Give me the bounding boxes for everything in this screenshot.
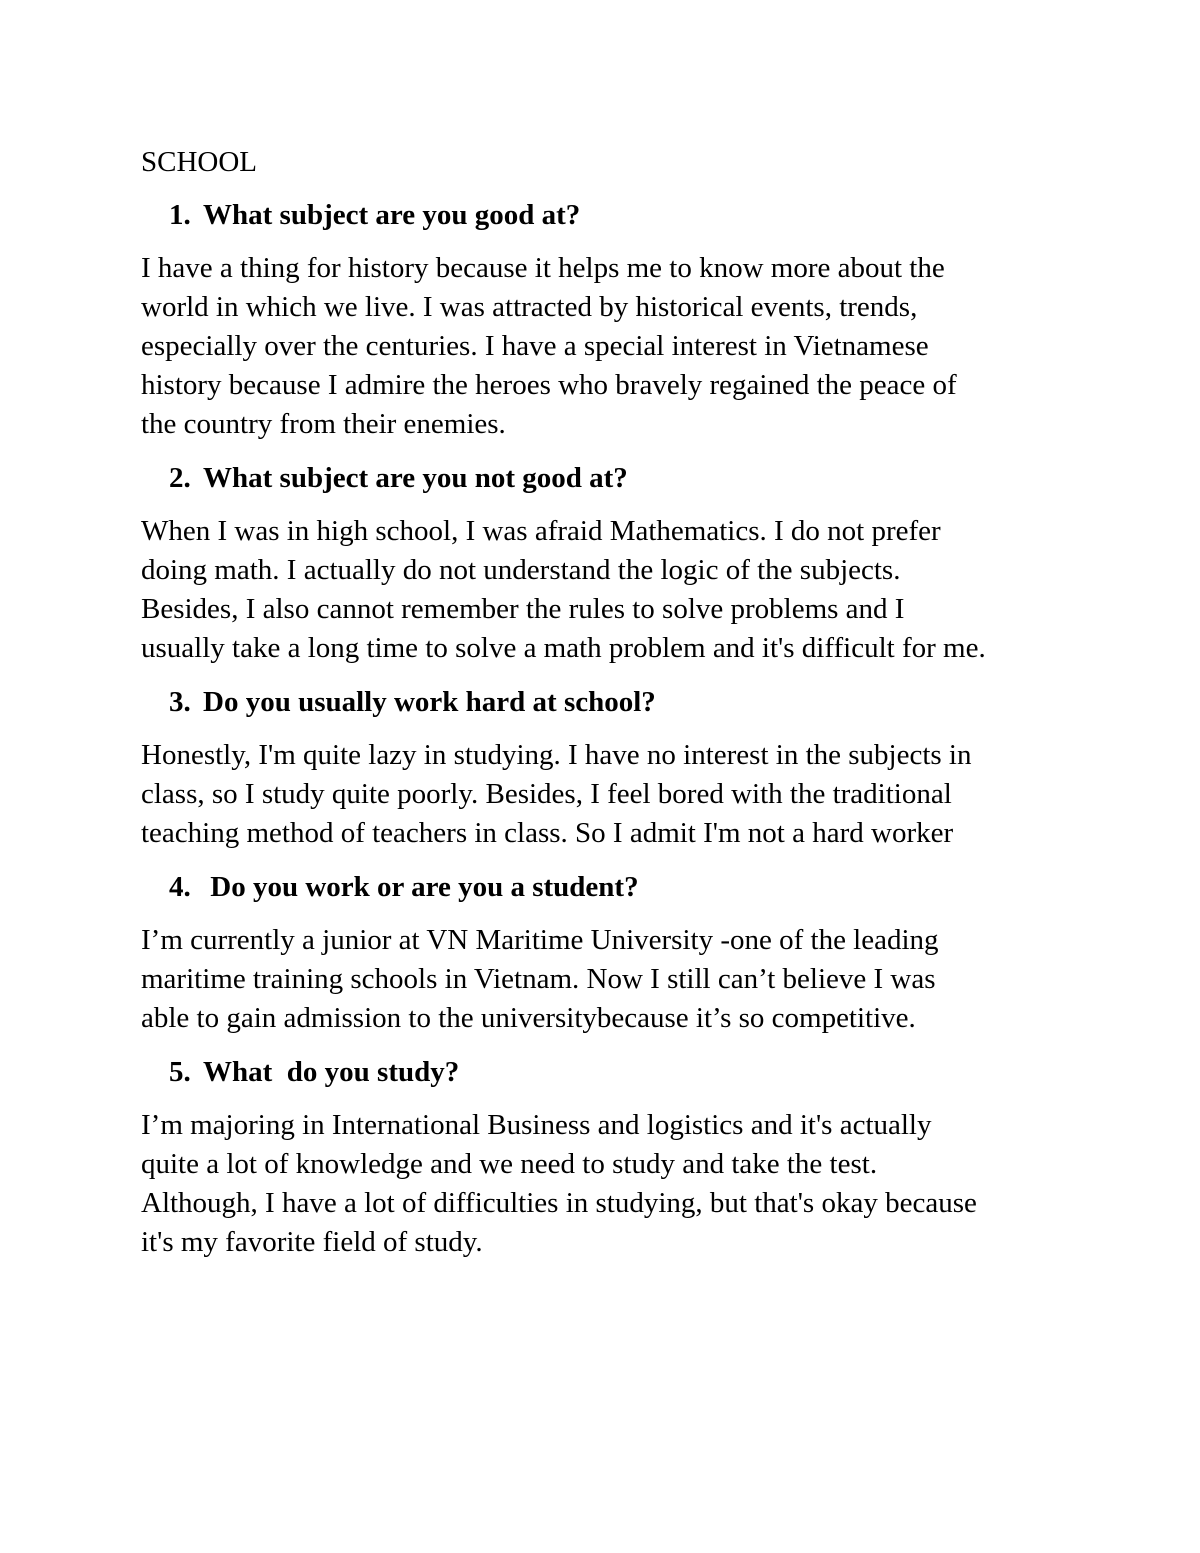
question-1 xyxy=(141,196,1081,234)
answer-1 xyxy=(141,249,1081,444)
question-5 xyxy=(141,1053,1081,1091)
answer-line: class, so I study quite poorly. Besides, I feel bored with the traditional xyxy=(141,778,952,810)
question-number: 4. xyxy=(169,871,191,903)
question-number: 5. xyxy=(169,1056,191,1088)
qa-item-1 xyxy=(141,196,1081,444)
answer-line: maritime training schools in Vietnam. Now I still can’t believe I was xyxy=(141,963,936,995)
answer-line: When I was in high school, I was afraid Mathematics. I do not prefer xyxy=(141,515,941,547)
answer-line: doing math. I actually do not understand the logic of the subjects. xyxy=(141,554,901,586)
answer-4 xyxy=(141,921,1081,1038)
answer-line: Although, I have a lot of difficulties in studying, but that's okay because xyxy=(141,1187,977,1219)
qa-item-3 xyxy=(141,683,1081,853)
qa-item-5 xyxy=(141,1053,1081,1262)
answer-line: quite a lot of knowledge and we need to study and take the test. xyxy=(141,1148,878,1180)
question-number: 2. xyxy=(169,462,191,494)
answer-line: it's my favorite field of study. xyxy=(141,1226,483,1258)
question-text: Do you work or are you a student? xyxy=(203,871,639,903)
answer-line: usually take a long time to solve a math problem and it's difficult for me. xyxy=(141,632,986,664)
answer-line: I’m currently a junior at VN Maritime University -one of the leading xyxy=(141,924,939,956)
question-text: What subject are you good at? xyxy=(203,199,581,231)
answer-5 xyxy=(141,1106,1081,1262)
answer-line: world in which we live. I was attracted by historical events, trends, xyxy=(141,291,918,323)
question-3 xyxy=(141,683,1081,721)
question-number: 1. xyxy=(169,199,191,231)
question-4 xyxy=(141,868,1081,906)
answer-line: able to gain admission to the universitybecause it’s so competitive. xyxy=(141,1002,916,1034)
answer-line: especially over the centuries. I have a special interest in Vietnamese xyxy=(141,330,929,362)
answer-line: the country from their enemies. xyxy=(141,408,506,440)
answer-line: Besides, I also cannot remember the rules to solve problems and I xyxy=(141,593,905,625)
question-text: What subject are you not good at? xyxy=(203,462,628,494)
question-2 xyxy=(141,459,1081,497)
question-text: What do you study? xyxy=(203,1056,460,1088)
document-content xyxy=(141,143,1081,1277)
question-number: 3. xyxy=(169,686,191,718)
answer-3 xyxy=(141,736,1081,853)
qa-item-2 xyxy=(141,459,1081,668)
answer-line: I have a thing for history because it helps me to know more about the xyxy=(141,252,945,284)
answer-line: I’m majoring in International Business and logistics and it's actually xyxy=(141,1109,932,1141)
answer-line: Honestly, I'm quite lazy in studying. I have no interest in the subjects in xyxy=(141,739,972,771)
answer-line: history because I admire the heroes who bravely regained the peace of xyxy=(141,369,957,401)
qa-item-4 xyxy=(141,868,1081,1038)
answer-2 xyxy=(141,512,1081,668)
answer-line: teaching method of teachers in class. So I admit I'm not a hard worker xyxy=(141,817,954,849)
question-text: Do you usually work hard at school? xyxy=(203,686,656,718)
document-title: SCHOOL xyxy=(141,146,258,178)
